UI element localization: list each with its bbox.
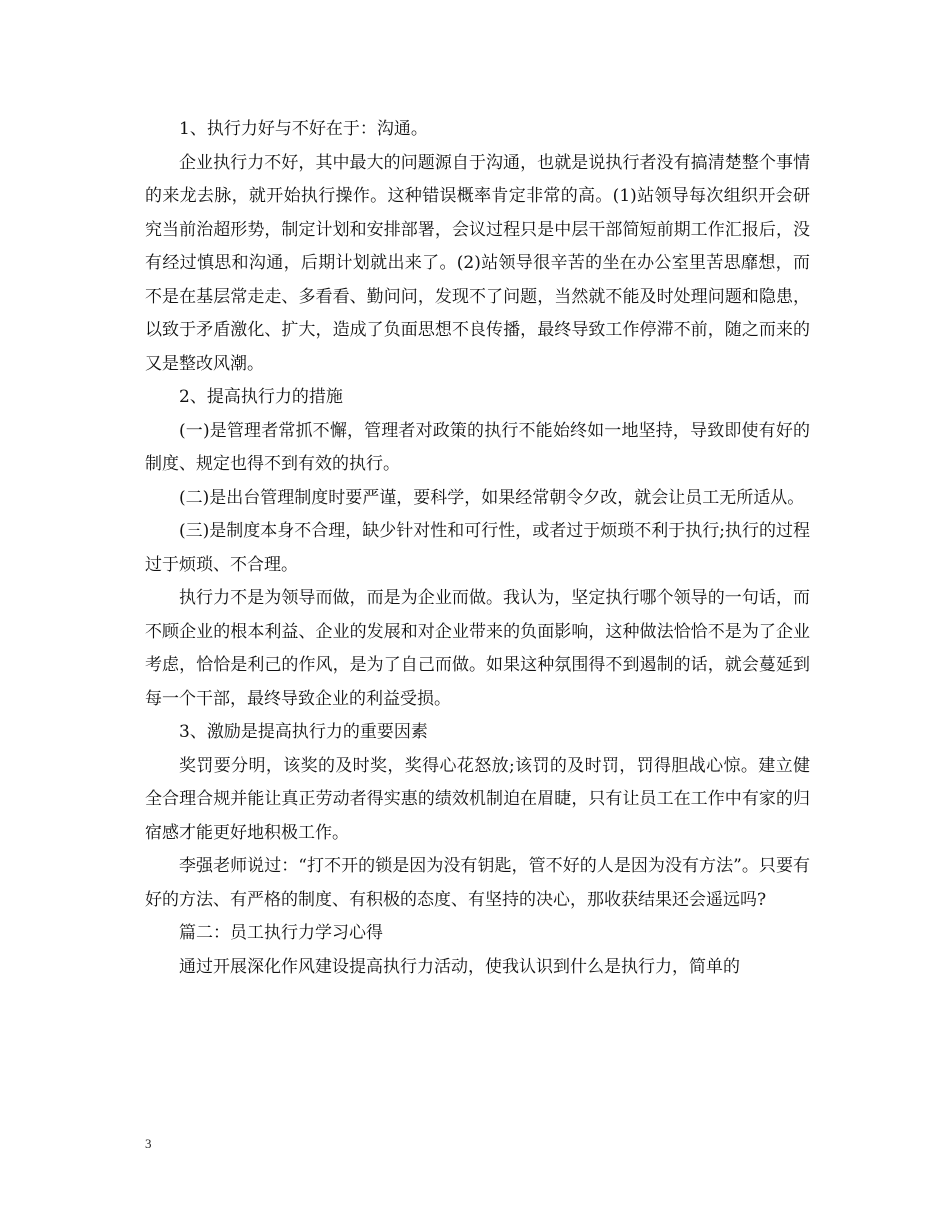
paragraph: (三)是制度本身不合理，缺少针对性和可行性，或者过于烦琐不利于执行;执行的过程过于烦琐、不合理。 <box>145 521 810 575</box>
paragraph: 企业执行力不好，其中最大的问题源自于沟通，也就是说执行者没有搞清楚整个事情的来龙去脉，就开始执行操作。这种错误概率肯定非常的高。(1)站领导每次组织开会研究当前治超形势，制定计划和安排部署，会议过程只是中层干部简短前期工作汇报后，没有经过慎思和沟通，后期计划就出来了。(2)站领导很辛苦的坐在办公室里苦思靡想，而不是在基层常走走、多看看、勤问问，发现不了问题，当然就不能及时处理问题和隐患，以致于矛盾激化、扩大，造成了负面思想不良传播，最终导致工作停滞不前，随之而来的又是整改风潮。 <box>145 152 810 374</box>
paragraph-heading-1: 1、执行力好与不好在于：沟通。 <box>179 119 428 139</box>
paragraph-heading-3: 3、激励是提高执行力的重要因素 <box>179 722 428 742</box>
paragraph: 通过开展深化作风建设提高执行力活动，使我认识到什么是执行力，简单的 <box>179 956 740 977</box>
page-number: 3 <box>145 1136 152 1151</box>
paragraph: (二)是出台管理制度时要严谨，要科学，如果经常朝令夕改，就会让员工无所适从。 <box>179 487 805 508</box>
paragraph-quote: 李强老师说过：“打不开的锁是因为没有钥匙，管不好的人是因为没有方法”。只要有好的方法、有严格的制度、有积极的态度、有坚持的决心，那收获结果还会遥远吗? <box>145 856 810 910</box>
paragraph: 奖罚要分明，该奖的及时奖，奖得心花怒放;该罚的及时罚，罚得胆战心惊。建立健全合理合规并能让真正劳动者得实惠的绩效机制迫在眉睫，只有让员工在工作中有家的归宿感才能更好地积极工作。 <box>145 755 810 843</box>
paragraph: (一)是管理者常抓不懈，管理者对政策的执行不能始终如一地坚持，导致即使有好的制度、规定也得不到有效的执行。 <box>145 420 810 474</box>
paragraph-heading-2: 2、提高执行力的措施 <box>179 387 343 407</box>
paragraph: 执行力不是为领导而做，而是为企业而做。我认为，坚定执行哪个领导的一句话，而不顾企业的根本利益、企业的发展和对企业带来的负面影响，这种做法恰恰不是为了企业考虑，恰恰是利己的作风，是为了自己而做。如果这种氛围得不到遏制的话，就会蔓延到每一个干部，最终导致企业的利益受损。 <box>145 588 810 709</box>
document-body <box>145 113 810 984</box>
section-title: 篇二：员工执行力学习心得 <box>179 923 383 943</box>
